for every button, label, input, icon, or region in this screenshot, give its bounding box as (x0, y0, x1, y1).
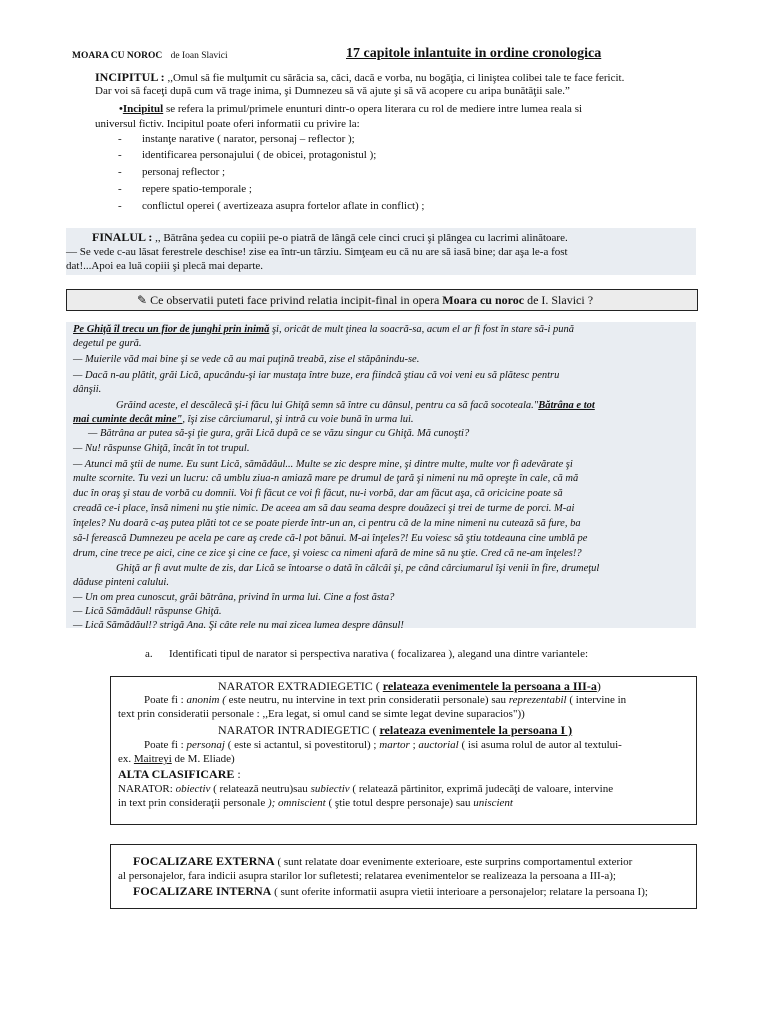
excerpt-highlight: Pe Ghiţă îl trecu un fior de junghi prin inimă (73, 324, 270, 335)
incipit-quote-2: Dar voi să faceţi după cum vă trage inima, şi Dumnezeu să vă ajute şi să vă acopere cu aripa bunătăţii sale.” (95, 85, 570, 97)
excerpt-line: degetul pe gură. (73, 338, 142, 349)
alta-clasificare-heading: ALTA CLASIFICARE : (118, 767, 241, 781)
excerpt-line: dăduse pinteni calului. (73, 577, 169, 588)
narator-extradiegetic-heading: NARATOR EXTRADIEGETIC (218, 679, 373, 693)
excerpt-line: — Un om prea cunoscut, grăi bătrâna, privind în urma lui. Cine a fost ăsta? (73, 592, 395, 603)
work-title: MOARA CU NOROC (72, 51, 163, 61)
narator-text: ex. Maitreyi de M. Eliade) (118, 753, 235, 765)
incipit-definition-2: universul fictiv. Incipitul poate oferi informatii cu privire la: (95, 118, 360, 130)
question-text: Ce observatii puteti face privind relatia incipit-final in opera (147, 293, 443, 307)
excerpt-line: — Nu! răspunse Ghiţă, încât în tot trupul. (73, 443, 250, 454)
definition-text: se refera la primul/primele enunturi dintr-o opera literara cu rol de mediere intre lumea reala si (163, 103, 583, 115)
focalizare-box (110, 844, 697, 909)
excerpt-line: drum, cine trece pe aici, cine ce zice şi cine ce face, şi voiesc ca nimeni afară de mine să nu ştie. Cred că ne-am înţeles!? (73, 548, 582, 559)
narator-text: in text prin consideraţii personale ); omniscient ( ştie totul despre personaje) sau uniscient (118, 797, 513, 809)
excerpt-line: — Atunci mă ştii de nume. Eu sunt Lică, sămădăul... Multe se zic despre mine, şi dintre multe, multe vor fi adevărate şi (73, 459, 573, 470)
question-work: Moara cu noroc (442, 293, 525, 307)
question-box (66, 289, 698, 311)
incipit-definition-1 (119, 103, 582, 116)
pencil-icon: ✎ (137, 293, 148, 307)
narator-text: NARATOR: obiectiv ( relatează neutru)sau subiectiv ( relatează părtinitor, exprimă judecăţi de valoare, intervine (118, 783, 614, 795)
task-marker: a. (145, 648, 153, 660)
excerpt-line: — Lică Sămădăul!? strigă Ana. Şi câte rele nu mai zicea lumea despre dânsul! (73, 620, 404, 631)
narator-intradiegetic-heading: NARATOR INTRADIEGETIC (218, 723, 370, 737)
excerpt-line: mai cuminte decât mine", îşi zise cârciumarul, şi intră cu voie bună în urma lui. (73, 414, 414, 425)
excerpt-line: să-l ferească Dumnezeu pe acela pe care aş crede că-l pot bănui. M-ai înţeles?! Eu voiesc să ştiu totdeauna cine umblă pe (73, 533, 588, 544)
page-title: 17 capitole inlantuite in ordine cronologica (346, 46, 602, 61)
excerpt-line: — Dacă n-au plătit, grăi Lică, apucându-şi iar mustaţa între buze, era fiindcă ştiau că voi veni eu să plătesc pentru (73, 370, 560, 381)
focalizare-externa: FOCALIZARE EXTERNA ( sunt relatate doar evenimente exterioare, este surprins comportamentul exterior (133, 854, 633, 868)
excerpt-line: — Lică Sămădăul! răspunse Ghiţă. (73, 606, 222, 617)
excerpt-line: creadă ce-i place, însă nimeni nu ştie nimic. De aceea am să dau seama despre douăzeci şi trei de turme de porci. M-ai (73, 503, 575, 514)
focalizare-interna: FOCALIZARE INTERNA ( sunt oferite informatii asupra vietii interioare a personajelor; relatare la persoana I); (133, 884, 648, 898)
narator-text: text prin consideratii personale : ,,Era legat, si omul cand se simte legat devine suparacios")) (118, 708, 525, 720)
final-label: FINALUL : (92, 230, 153, 244)
excerpt-line: dânşii. (73, 384, 102, 395)
incipit-term: Incipitul (122, 103, 164, 115)
narator-box: NARATOR EXTRADIEGETIC ( relateaza evenimentele la persoana a III-a) Poate fi : anonim ( este neutru, nu intervine in text prin consideratii personale) sau reprezentabil ( intervine in text prin consideratii personale : ,,Era legat, si omul cand se simte legat devine suparacios")) NARATOR INTRADIEGETIC ( relateaza evenimentele la persoana I ) Poate fi : personaj ( este si actantul, si povestitorul) ; martor ; auctorial ( isi asuma rolul de autor al textului- ex. Maitreyi de M. Eliade) ALTA CLASIFICARE : NARATOR: obiectiv ( relatează neutru)sau subiectiv ( relatează părtinitor, exprimă judecăţi de valoare, intervine in text prin consideraţii personale ); omniscient ( ştie totul despre personaje) sau uniscient (110, 676, 697, 825)
narator-text: Poate fi : personaj ( este si actantul, si povestitorul) ; martor ; auctorial ( isi asuma rolul de autor al textului- (144, 739, 622, 751)
excerpt-line: — Muierile văd mai bine şi se vede că au mai puţină treabă, zise el stăpânindu-se. (73, 354, 420, 365)
excerpt-line: Grăind aceste, el descălecă şi-i făcu lui Ghiţă semn să între cu dânsul, pentru ca să facă socoteala."Bătrâna e tot (116, 400, 595, 411)
excerpt-section: Pe Ghiţă îl trecu un fior de junghi prin inimă şi, oricât de mult ţinea la soacră-sa, acum el ar fi fost în stare să-i pună degetul pe gură. — Muierile văd mai bine şi se vede că au mai puţină treabă, zise el stăpânindu-se. — Dacă n-au plătit, grăi Lică, apucându-şi iar mustaţa între buze, era fiindcă ştiau că voi veni eu să plătesc pentru dânşii. Grăind aceste, el descălecă şi-i făcu lui Ghiţă semn să între cu dânsul, pentru ca să facă socoteala."Bătrâna e tot mai cuminte decât mine", îşi zise cârciumarul, şi intră cu voie bună în urma lui. — Bătrâna ar putea să-şi ţie gura, grăi Lică după ce se văzu singur cu Ghiţă. Mă cunoşti? — Nu! răspunse Ghiţă, încât în tot trupul. — Atunci mă ştii de nume. Eu sunt Lică, sămădăul... Multe se zic despre mine, şi dintre multe, multe vor fi adevărate şi multe scornite. Tu vezi un lucru: că umblu ziua-n amiază mare pe drumul de ţară şi nimeni nu mă opreşte în cale, că mă duc în oraş şi stau de vorbă cu domnii. Voi fi făcut ce voi fi făcut, nu-i vorbă, dar am făcut aşa, că oricicine poate să creadă ce-i place, însă nimeni nu ştie nimic. De aceea am să dau seama despre douăzeci şi trei de turme de porci. M-ai înţeles? Nu doară c-aş putea plăti tot ce se poate pierde într-un an, ci pentru că de la mine nimeni nu cutează să fure, ba să-l ferească Dumnezeu pe acela pe care aş crede că-l pot bănui. M-ai înţeles?! Eu voiesc să ştiu totdeauna cine umblă pe drum, cine trece pe aici, cine ce zice şi cine ce face, şi voiesc ca nimeni afară de mine să nu ştie. Cred că ne-am înţeles!? Ghiţă ar fi avut multe de zis, dar Lică se întoarse o dată în călcâi şi, pe când cârciumarul îşi venii în fire, drumeţul dăduse pinteni calului. — Un om prea cunoscut, grăi bătrâna, privind în urma lui. Cine a fost ăsta? — Lică Sămădăul! răspunse Ghiţă. — Lică Sămădăul!? strigă Ana. Şi câte rele nu mai zicea lumea despre dânsul! (66, 322, 696, 628)
incipit-quote-1: ,,Omul să fie mulţumit cu sărăcia sa, căci, dacă e vorba, nu bogăţia, ci liniştea colibei tale te face fericit. (167, 72, 625, 84)
narator-text: Poate fi : anonim ( este neutru, nu intervine in text prin consideratii personale) sau reprezentabil ( intervine in (144, 694, 627, 706)
final-text-3: dat!...Apoi ea luă copiii şi plecă mai departe. (66, 260, 264, 272)
question-author: de I. Slavici ? (524, 293, 594, 307)
incipit-line-1 (95, 71, 624, 85)
final-section (66, 228, 696, 275)
excerpt-line: — Bătrâna ar putea să-şi ţie gura, grăi Lică după ce se văzu singur cu Ghiţă. Mă cunoşti? (88, 428, 470, 439)
excerpt-line: duc în oraş şi stau de vorbă cu domnii. Voi fi făcut ce voi fi făcut, nu-i vorbă, dar am făcut aşa, că oricicine poate să (73, 488, 563, 499)
excerpt-line: multe scornite. Tu vezi un lucru: că umblu ziua-n amiază mare pe drumul de ţară şi nimeni nu mă opreşte în cale, că mă (73, 473, 579, 484)
excerpt-line: înţeles? Nu doară c-aş putea plăti tot ce se poate pierde într-un an, ci pentru că de la mine nimeni nu cutează să fure, ba (73, 518, 581, 529)
focalizare-text: al personajelor, fara indicii asupra starilor lor sufletesti; relatarea evenimentelor se realizeaza la persoana a III-a); (118, 870, 616, 882)
header-left (72, 51, 228, 61)
incipit-label: INCIPITUL : (95, 70, 165, 84)
bullet: • (119, 103, 123, 115)
author-name: de Ioan Slavici (170, 51, 228, 61)
final-text-2: — Se vede c-au lăsat ferestrele deschise! zise ea într-un târziu. Simţeam eu că nu are să iasă bine; dar aşa le-a fost (66, 246, 568, 258)
task-text: Identificati tipul de narator si perspectiva narativa ( focalizarea ), alegand una dintre variantele: (169, 648, 589, 660)
final-text-1: ,, Bătrâna şedea cu copiii pe-o piatră de lângă cele cinci cruci şi plângea cu lacrimi alinătoare. (152, 232, 568, 244)
excerpt-line: Ghiţă ar fi avut multe de zis, dar Lică se întoarse o dată în călcâi şi, pe când cârciumarul îşi venii în fire, drumeţul (116, 563, 600, 574)
